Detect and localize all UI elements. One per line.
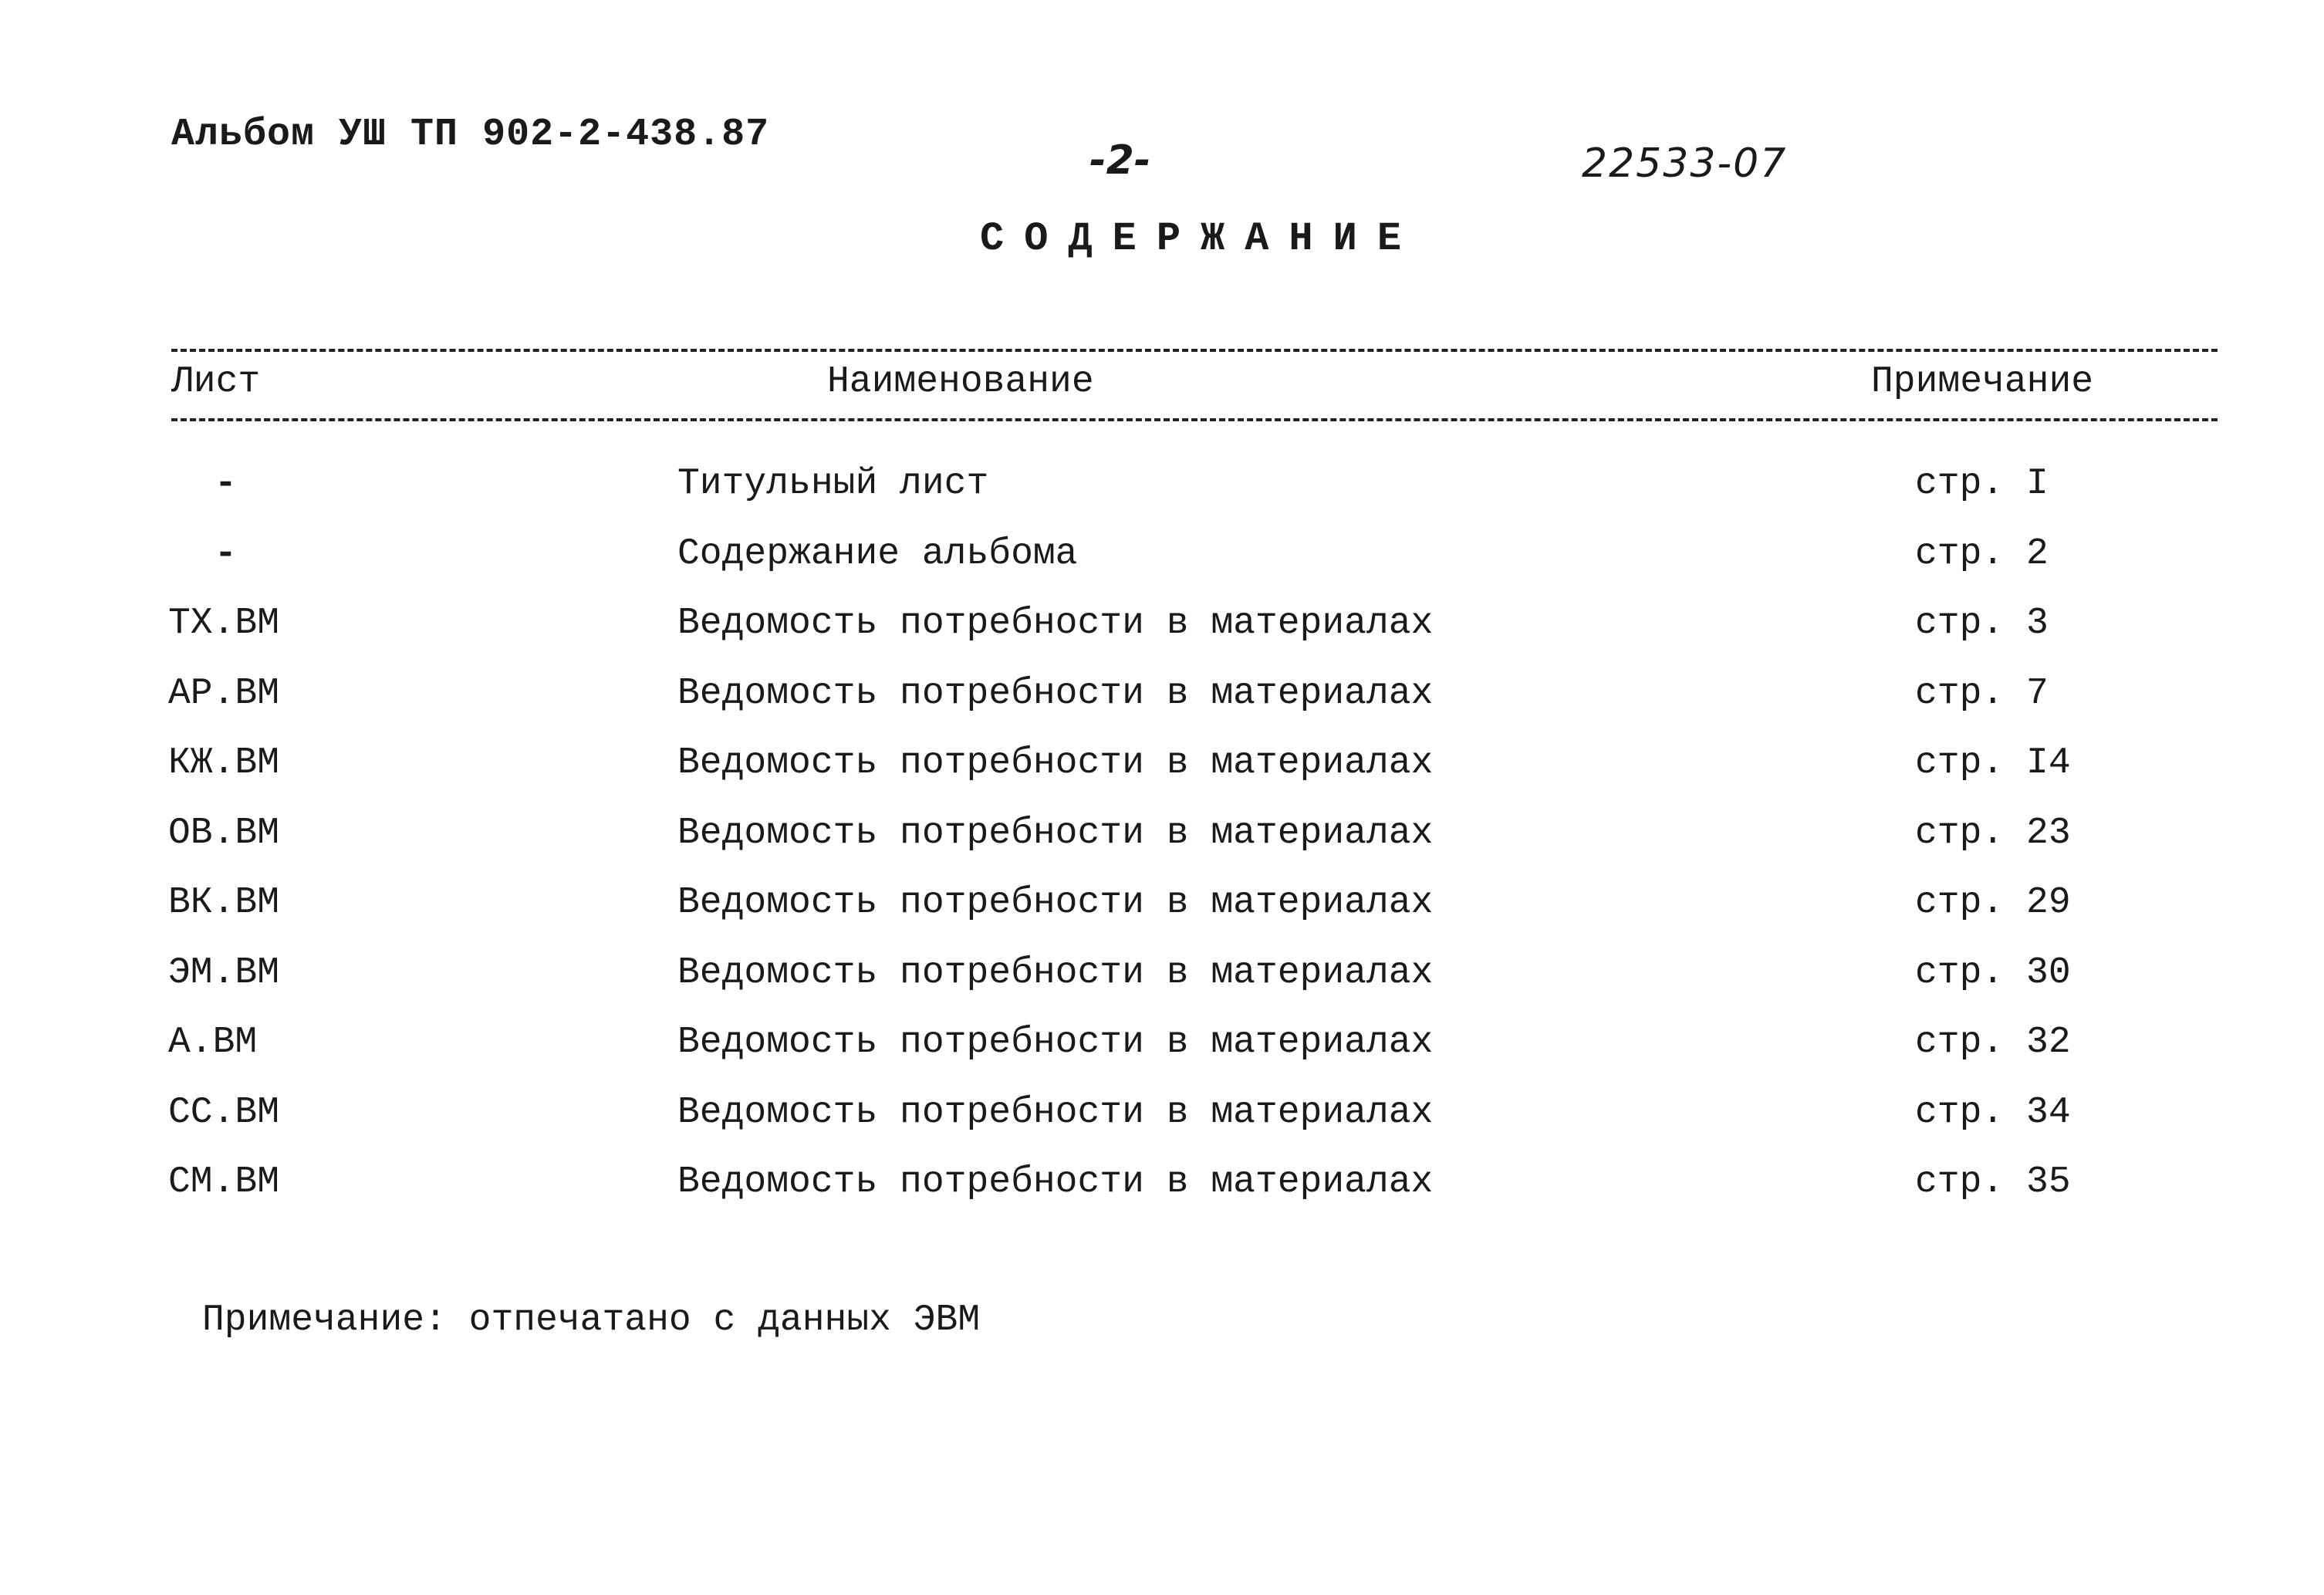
table-row bbox=[0, 1092, 2324, 1162]
row-sheet: ЭМ.ВМ bbox=[168, 951, 280, 994]
row-sheet: - bbox=[214, 463, 237, 505]
row-sheet: СМ.ВМ bbox=[168, 1161, 280, 1203]
row-name: Ведомость потребности в материалах bbox=[677, 1161, 1434, 1203]
row-note: стр. 35 bbox=[1915, 1161, 2071, 1203]
row-sheet: АР.ВМ bbox=[168, 672, 280, 715]
row-note: стр. 3 bbox=[1915, 603, 2049, 644]
footnote: Примечание: отпечатано с данных ЭВМ bbox=[202, 1299, 981, 1341]
row-name: Ведомость потребности в материалах bbox=[677, 1091, 1434, 1134]
row-name: Ведомость потребности в материалах bbox=[677, 1022, 1434, 1063]
row-sheet: СС.ВМ bbox=[168, 1091, 280, 1134]
table-row bbox=[0, 742, 2324, 813]
contents-table-body bbox=[0, 463, 2324, 1232]
page-number: -2- bbox=[1089, 137, 1151, 184]
table-header-rule bbox=[171, 418, 2218, 421]
row-note: стр. 2 bbox=[1915, 532, 2049, 575]
row-sheet: ТХ.ВМ bbox=[168, 603, 280, 644]
row-sheet: - bbox=[214, 532, 237, 575]
row-name: Ведомость потребности в материалах bbox=[677, 742, 1434, 784]
table-row bbox=[0, 882, 2324, 952]
column-header-note: Примечание bbox=[1871, 361, 2094, 403]
table-row bbox=[0, 813, 2324, 883]
row-note: стр. 34 bbox=[1915, 1091, 2071, 1134]
row-note: стр. 29 bbox=[1915, 882, 2071, 924]
column-header-name: Наименование bbox=[827, 361, 1094, 403]
row-note: стр. 30 bbox=[1915, 951, 2071, 994]
row-name: Ведомость потребности в материалах bbox=[677, 812, 1434, 854]
table-row bbox=[0, 603, 2324, 673]
table-row bbox=[0, 533, 2324, 603]
row-name: Содержание альбома bbox=[677, 532, 1078, 575]
column-header-sheet: Лист bbox=[171, 361, 261, 403]
row-sheet: КЖ.ВМ bbox=[168, 742, 280, 784]
row-sheet: ОВ.ВМ bbox=[168, 812, 280, 854]
row-name: Ведомость потребности в материалах bbox=[677, 603, 1434, 644]
row-sheet: А.ВМ bbox=[168, 1022, 258, 1063]
table-row bbox=[0, 952, 2324, 1022]
row-note: стр. 23 bbox=[1915, 812, 2071, 854]
row-note: стр. I bbox=[1915, 463, 2049, 505]
row-name: Титульный лист bbox=[677, 463, 989, 505]
table-row bbox=[0, 1161, 2324, 1232]
row-note: стр. 32 bbox=[1915, 1022, 2071, 1063]
table-row bbox=[0, 1022, 2324, 1092]
row-name: Ведомость потребности в материалах bbox=[677, 951, 1434, 994]
row-name: Ведомость потребности в материалах bbox=[677, 672, 1434, 715]
table-top-rule bbox=[171, 349, 2218, 352]
page-title: СОДЕРЖАНИЕ bbox=[980, 216, 1422, 262]
row-sheet: ВК.ВМ bbox=[168, 882, 280, 924]
row-note: стр. I4 bbox=[1915, 742, 2071, 784]
document-number: 22533-07 bbox=[1582, 140, 1788, 187]
album-code: Альбом УШ ТП 902-2-438.87 bbox=[171, 113, 770, 157]
table-row bbox=[0, 673, 2324, 743]
row-name: Ведомость потребности в материалах bbox=[677, 882, 1434, 924]
row-note: стр. 7 bbox=[1915, 672, 2049, 715]
table-row bbox=[0, 463, 2324, 533]
